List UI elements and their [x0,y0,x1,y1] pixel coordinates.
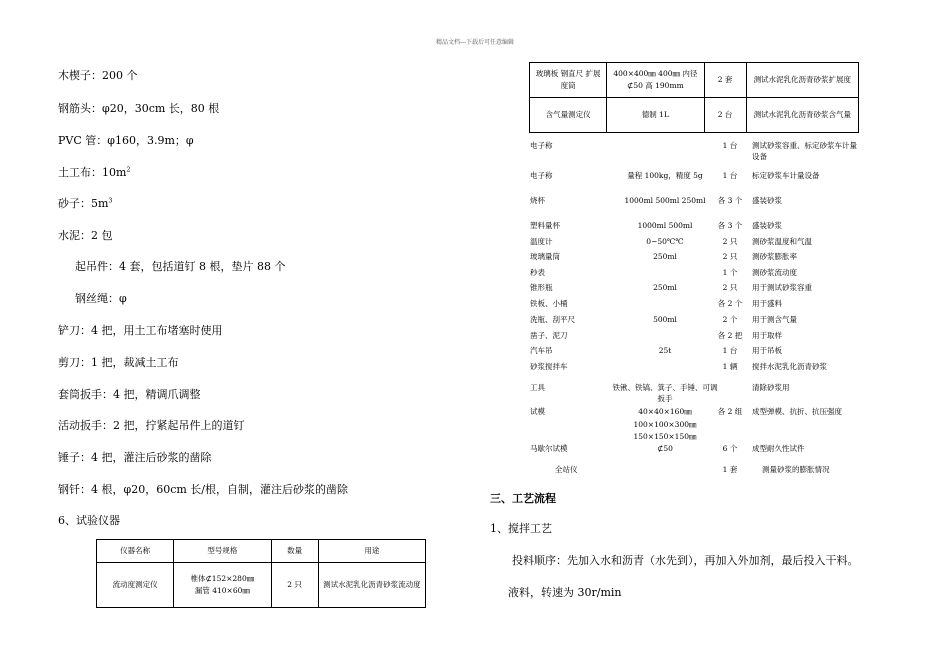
table-cell: 盛装砂浆 [752,221,782,230]
table-cell: 盛装砂浆 [752,196,782,205]
list-item: 钢筋头：φ20，30cm 长，80 根 [58,102,220,115]
table-cell: 铁锹、铁镐、箕子、手锤、可调扳手 [612,383,718,403]
table-cell: 砂浆搅拌车 [530,362,568,371]
table-cell: 用于测试砂浆容重 [752,283,812,292]
table-cell: 测砂浆温度和气温 [752,237,812,246]
table-cell: 测试砂浆容重、标定砂浆车计量设备 [752,141,857,161]
table-cell: 试模 [530,407,545,416]
table-cell: 工具 [530,383,545,392]
table-cell: 2 台 [704,98,746,133]
table-cell: 1 套 [722,465,738,474]
table-cell: 量程 100kg，精度 5g [627,171,703,180]
section-item: 6、试验仪器 [58,514,120,527]
table-cell: 烧杯 [530,196,545,205]
list-item: 木楔子：200 个 [58,69,138,82]
table-cell: 汽车吊 [530,346,553,355]
table-cell: 锥形瓶 [530,283,553,292]
table-cell: 2 只 [722,283,738,292]
table-cell: 6 个 [722,444,738,453]
table-cell: 清除砂浆用 [752,383,790,392]
table-cell: 用于盛料 [752,299,782,308]
section-heading: 三、工艺流程 [490,492,556,505]
table-cell: 250ml [653,283,677,292]
col-header: 仪器名称 [97,540,174,563]
paragraph: 投料顺序：先加入水和沥青（水先到），再加入外加剂，最后投入干料。 [512,554,859,567]
table-cell: 0~50℃℃ [646,237,684,246]
table-cell: 测试水泥乳化沥青砂浆含气量 [746,98,858,133]
table-cell: 2 只 [722,237,738,246]
table-cell: 2 套 [704,63,746,98]
table-cell: 1000ml 500ml 250ml [624,196,706,205]
table-cell: 玻璃量筒 [530,252,560,261]
table-cell: 1 台 [722,171,738,180]
col-header: 数量 [271,540,318,563]
instrument-table-right [529,62,859,133]
table-cell: 测砂浆膨胀率 [752,252,797,261]
superscript: 3 [108,197,113,205]
table-row [97,563,426,608]
table-cell: 电子称 [530,141,553,150]
table-cell: 2 只 [271,563,318,608]
table-cell: 2 个 [722,315,738,324]
table-cell: 秒表 [530,268,545,277]
sub-heading: 1、搅拌工艺 [490,522,552,535]
table-cell: ⊄50 [657,444,673,453]
table-cell: 各 3 个 [717,196,743,205]
cell-line: 椎体⊄152×280㎜ [190,574,255,583]
table-cell: 1 个 [722,268,738,277]
table-cell: 测量砂浆的膨胀情况 [762,465,830,474]
table-cell: 用于吊板 [752,346,782,355]
table-cell: 测砂浆流动度 [752,268,797,277]
list-item: 锤子：4 把，灌注后砂浆的凿除 [58,451,212,464]
list-item: 土工布：$10m^2$ [58,166,131,179]
table-cell: 1 辆 [722,362,738,371]
table-cell: 德制 1L [607,98,704,133]
table-cell: 400×400㎜ 400㎜ 内径⊄50 高 190mm [607,63,704,98]
table-cell: 各 2 组 [717,407,743,416]
list-item: 钢丝绳：φ [75,292,127,305]
table-cell: 塑料量杯 [530,221,560,230]
table-cell: 含气量测定仪 [530,98,607,133]
list-item: 砂子：$5m^3$ [58,197,113,210]
table-cell: 测试水泥乳化沥青砂浆扩展度 [746,63,858,98]
table-cell: 标定砂浆车计量设备 [752,171,820,180]
table-cell: 1 台 [722,141,738,150]
table-cell: 用于测含气量 [752,315,797,324]
table-cell: 各 2 把 [717,331,743,340]
table-cell: 流动度测定仪 [97,563,174,608]
table-cell: 测试水泥乳化沥青砂浆流动度 [318,563,425,608]
table-row [530,98,859,133]
page-header: 精品文档---下载后可任意编辑 [435,39,515,46]
table-cell: 1 台 [722,346,738,355]
superscript: 2 [126,166,131,174]
table-cell: 电子称 [530,171,553,180]
list-item: 套筒扳手：4 把，精调爪调整 [58,388,201,401]
instrument-table-left [96,539,426,608]
col-header: 用途 [318,540,425,563]
table-cell: 温度计 [530,237,553,246]
table-cell: 500ml [653,315,677,324]
table-cell [174,563,271,608]
table-cell: 250ml [653,252,677,261]
table-cell: 25t [658,346,672,355]
table-cell: 1000ml 500ml [637,221,693,230]
col-header: 型号规格 [174,540,271,563]
list-item: 钢钎：4 根，φ20，60cm 长/根，自制，灌注后砂浆的凿除 [58,483,348,496]
table-cell: 用于取样 [752,331,782,340]
list-item: 活动扳手：2 把，拧紧起吊件上的道钉 [58,419,245,432]
table-cell: 玻璃板 钢直尺 扩展度筒 [530,63,607,98]
list-item: 铲刀：4 把，用土工布堵塞时使用 [58,324,223,337]
table-row [530,63,859,98]
table-cell: 全站仪 [555,465,578,474]
paragraph: 液料，转速为 30r/min [508,586,622,599]
table-cell: 2 只 [722,252,738,261]
table-cell: 凿子、泥刀 [530,331,568,340]
table-cell: 马歇尔试模 [530,444,568,453]
table-cell: 150×150×150㎜ [633,432,697,441]
list-item: 剪刀：1 把，裁减土工布 [58,356,179,369]
table-cell: 铁板、小桶 [530,299,568,308]
table-cell: 100×100×300㎜ [633,420,697,429]
table-cell: 各 3 个 [717,221,743,230]
table-header-row [97,540,426,563]
table-cell: 搅拌水泥乳化沥青砂浆 [752,362,827,371]
table-cell: 各 2 个 [717,299,743,308]
table-cell: 40×40×160㎜ [638,407,692,416]
table-cell: 成型耐久性试件 [752,444,805,453]
list-item: 水泥：2 包 [58,229,113,242]
list-item: 起吊件：4 套，包括道钉 8 根，垫片 88 个 [75,260,286,273]
list-item: PVC 管：φ160，3.9m；φ [58,134,194,147]
table-cell: 洗瓶、刮平尺 [530,315,575,324]
table-cell: 成型弹模、抗折、抗压强度 [752,407,842,416]
cell-line: 漏管 410×60㎜ [194,586,250,595]
